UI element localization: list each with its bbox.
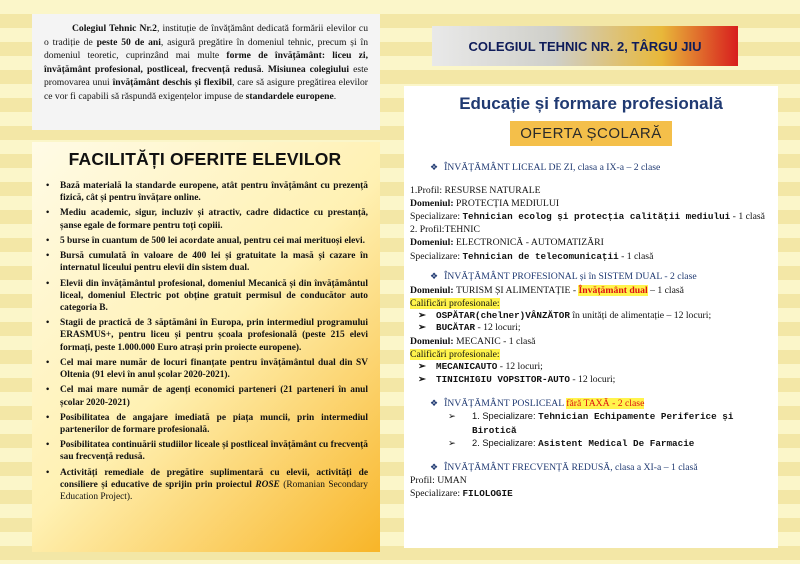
list-item-text: Elevii din învățământul profesional, domeniul Mecanică și din învățământul liceal, domeniul Electric pot obține gratuit permisul de conducător auto categoria B.: [60, 278, 368, 313]
list-item: [42, 467, 368, 504]
label: 2. Profil:: [410, 224, 445, 236]
count: - 1 clasă: [500, 336, 536, 348]
domain-line: [410, 236, 772, 249]
value: Tehnician ecolog și protecția calității mediului: [462, 210, 731, 222]
intro-text: , care să asigure pregătirea elevilor ce vor fi capabili să răspundă exigențelor impuse de: [44, 77, 368, 103]
qualifications-label: [410, 297, 772, 310]
intro-text: standardele europene: [245, 91, 334, 103]
list-item: [42, 357, 368, 381]
qualification-item: [418, 374, 772, 387]
bullet-icon: •: [46, 181, 50, 191]
arrow-icon: ➢: [418, 373, 427, 385]
section-title-profesional: [430, 271, 772, 284]
facilities-list: [42, 180, 368, 503]
count: - 1 clasă: [730, 210, 765, 222]
facilities-title: FACILITĂȚI OFERITE ELEVILOR: [68, 149, 342, 169]
bullet-icon: •: [46, 412, 50, 423]
section-title-text: ÎNVĂȚĂMÂNT FRECVENȚĂ REDUSĂ, clasa a XI-a – 1 clasă: [444, 461, 698, 473]
domain-line: [410, 335, 772, 348]
list-item-text: Posibilitatea continuării studiilor liceale și postliceal învățământ cu frecvență sau frecvență redusă.: [60, 440, 368, 463]
offer-title: Educație și formare profesională: [459, 94, 723, 113]
intro-text: .: [261, 63, 268, 75]
diamond-icon: ❖: [430, 397, 439, 408]
section-title-text: ÎNVĂȚĂMÂNT PROFESIONAL și în SISTEM DUAL - 2 clase: [444, 271, 697, 283]
domain-line: [410, 284, 772, 297]
diamond-icon: ❖: [430, 162, 439, 172]
qualifications-label: [410, 348, 772, 361]
intro-text: , asigură pregătire în domeniul tehnic, precum și în domeniul teoretic, cuprinzând mai multe: [44, 36, 368, 62]
bullet-icon: •: [46, 440, 50, 451]
count: - 12 locuri;: [497, 361, 543, 373]
postliceal-item: [448, 410, 772, 437]
value: Tehnician de telecomunicații: [462, 250, 619, 262]
intro-text: este promovarea unui: [44, 63, 368, 89]
label: Profil:: [410, 475, 438, 487]
label: 2. Specializare:: [472, 438, 539, 449]
diamond-icon: ❖: [430, 461, 439, 472]
qualification-item: [418, 361, 772, 374]
college-header: [432, 26, 738, 66]
domain-line: [410, 197, 772, 210]
value: UMAN: [437, 475, 467, 487]
label: Domeniul:: [410, 284, 457, 296]
list-item: [42, 384, 368, 408]
label: Specializare:: [410, 250, 463, 262]
intro-box: [32, 14, 380, 130]
section-title-liceal: [430, 162, 772, 175]
bullet-icon: •: [46, 357, 50, 368]
facilities-box: [32, 142, 380, 552]
label: 1. Specializare:: [472, 411, 539, 422]
list-item: [42, 207, 368, 231]
intro-text: peste 50 de ani: [96, 36, 161, 48]
count: - 12 locuri;: [475, 322, 521, 334]
label: Specializare:: [410, 488, 463, 500]
list-item: [42, 278, 368, 315]
count: – 1 clasă: [647, 284, 684, 296]
count: în unități de alimentație – 12 locuri;: [569, 309, 712, 321]
bullet-icon: •: [46, 251, 50, 262]
count: - 12 locuri;: [569, 373, 616, 385]
section-title-postliceal: [430, 398, 772, 411]
intro-text: forme de învățământ: liceu zi, învățământ profesional, postliceal, frecvență redusă: [44, 50, 368, 75]
specialization-line: [410, 487, 772, 501]
list-item: [42, 235, 368, 247]
profile-line: [410, 184, 772, 197]
list-item-text: Stagii de practică de 3 săptămâni în Europa, prin intermediul programului ERASMUS+, pentru liceu și pentru școala profesională (peste 215 elevi formați, peste 1.000.000 Euro atrași prin proiecte europene).: [60, 318, 368, 353]
value: Tehnician Echipamente Periferice și Birotică: [472, 411, 734, 436]
bullet-icon: •: [46, 278, 50, 289]
separator: -: [570, 284, 579, 296]
qualification-item: [418, 322, 772, 335]
list-item-text: Cel mai mare număr de agenți economici parteneri (21 parteneri în anul școlar 2020-2021): [60, 385, 368, 408]
section-title-text: ÎNVĂȚĂMÂNT POSLICEAL: [444, 397, 567, 409]
intro-text: .: [333, 91, 337, 103]
value: TINICHIGIU VOPSITOR-AUTO: [436, 373, 570, 385]
section-title-frecventa-redusa: [430, 462, 772, 475]
postliceal-item: [448, 437, 772, 451]
arrow-icon: ➢: [418, 309, 427, 321]
list-item-text: Bază materială la standarde europene, atât pentru învățământ cu prezență fizică, cât și pentru învățare online.: [60, 181, 368, 204]
section-title-text: ÎNVĂȚĂMÂNT LICEAL DE ZI, clasa a IX-a – 2 clase: [444, 162, 661, 173]
label: Domeniul:: [410, 336, 457, 348]
label: Specializare:: [410, 210, 463, 222]
value: PROTECȚIA MEDIULUI: [456, 197, 560, 209]
label: Calificări profesionale:: [410, 297, 500, 309]
value: TURISM ȘI ALIMENTAȚIE: [456, 284, 571, 296]
bullet-icon: •: [46, 208, 50, 219]
list-item-text: Mediu academic, sigur, incluziv și atractiv, cadre didactice cu prestanță, șanse egale de formare pentru toți copiii.: [60, 208, 368, 231]
value: TEHNIC: [444, 224, 480, 236]
value: OSPĂTAR(chelner)VÂNZĂTOR: [436, 309, 570, 321]
list-item-text: Posibilitatea de angajare imediată pe piața muncii, prin intermediul partenerilor de formare profesională.: [60, 412, 368, 435]
profile-line: [410, 223, 772, 236]
list-item-text: (Romanian Secondary Education Project).: [60, 479, 368, 503]
college-header-title: COLEGIUL TEHNIC NR. 2, TÂRGU JIU: [468, 38, 702, 54]
value: MECANIC: [456, 336, 501, 348]
value: RESURSE NATURALE: [444, 184, 541, 196]
list-item: [42, 180, 368, 204]
offer-subtitle: OFERTA ȘCOLARĂ: [510, 121, 671, 146]
list-item-text: Bursă cumulată în valoare de 400 lei și gratuitate la masă și cazare în internatul liceului pentru elevii din sistem dual.: [60, 251, 368, 274]
value: BUCĂTAR: [436, 322, 476, 334]
dual-badge: Învățământ dual: [578, 284, 648, 296]
list-item-text: 5 burse în cuantum de 500 lei acordate anual, pentru cei mai merituoși elevi.: [60, 235, 365, 246]
label: Domeniul:: [410, 237, 457, 249]
list-item-text: Activități remediale de pregătire suplimentară cu elevii, activități de consiliere și educative de sprijin prin proiectul: [60, 467, 368, 490]
arrow-icon: ➢: [448, 411, 456, 422]
specialization-line: [410, 210, 772, 224]
profile-line: [410, 474, 772, 487]
value: Asistent Medical De Farmacie: [538, 438, 695, 450]
intro-text: învățământ deschis și flexibil: [112, 77, 233, 89]
intro-text: , instituție de învățământ dedicată formării elevilor cu o tradiție de: [44, 23, 368, 48]
free-badge: fără TAXĂ - 2 clase: [566, 397, 645, 409]
list-item: [42, 412, 368, 436]
specialization-line: [410, 250, 772, 264]
offer-box: [404, 86, 778, 548]
intro-paragraph: [44, 22, 368, 104]
qualification-item: [418, 310, 772, 323]
value: ELECTRONICĂ - AUTOMATIZĂRI: [456, 237, 604, 249]
list-item: [42, 317, 368, 354]
value: FILOLOGIE: [462, 488, 513, 500]
list-item: [42, 439, 368, 463]
bullet-icon: •: [46, 467, 50, 478]
intro-text: Misiunea colegiului: [267, 63, 350, 75]
count: - 1 clasă: [618, 250, 654, 262]
list-item: [42, 250, 368, 274]
arrow-icon: ➢: [418, 322, 427, 334]
bullet-icon: •: [46, 318, 50, 329]
list-item-text: Cel mai mare număr de locuri finanțate pentru învățământul dual din SV Oltenia (91 elevi în anul școlar 2020-2021).: [60, 357, 368, 381]
bullet-icon: •: [46, 235, 50, 246]
label: 1.Profil:: [410, 184, 445, 196]
label: Domeniul:: [410, 197, 457, 209]
diamond-icon: ❖: [430, 271, 439, 282]
college-name: Colegiul Tehnic Nr.2: [72, 23, 157, 34]
value: MECANICAUTO: [436, 361, 498, 373]
rose-project: ROSE: [255, 479, 280, 490]
arrow-icon: ➢: [418, 361, 427, 373]
bullet-icon: •: [46, 385, 50, 396]
arrow-icon: ➢: [448, 438, 456, 449]
label: Calificări profesionale:: [410, 349, 500, 361]
